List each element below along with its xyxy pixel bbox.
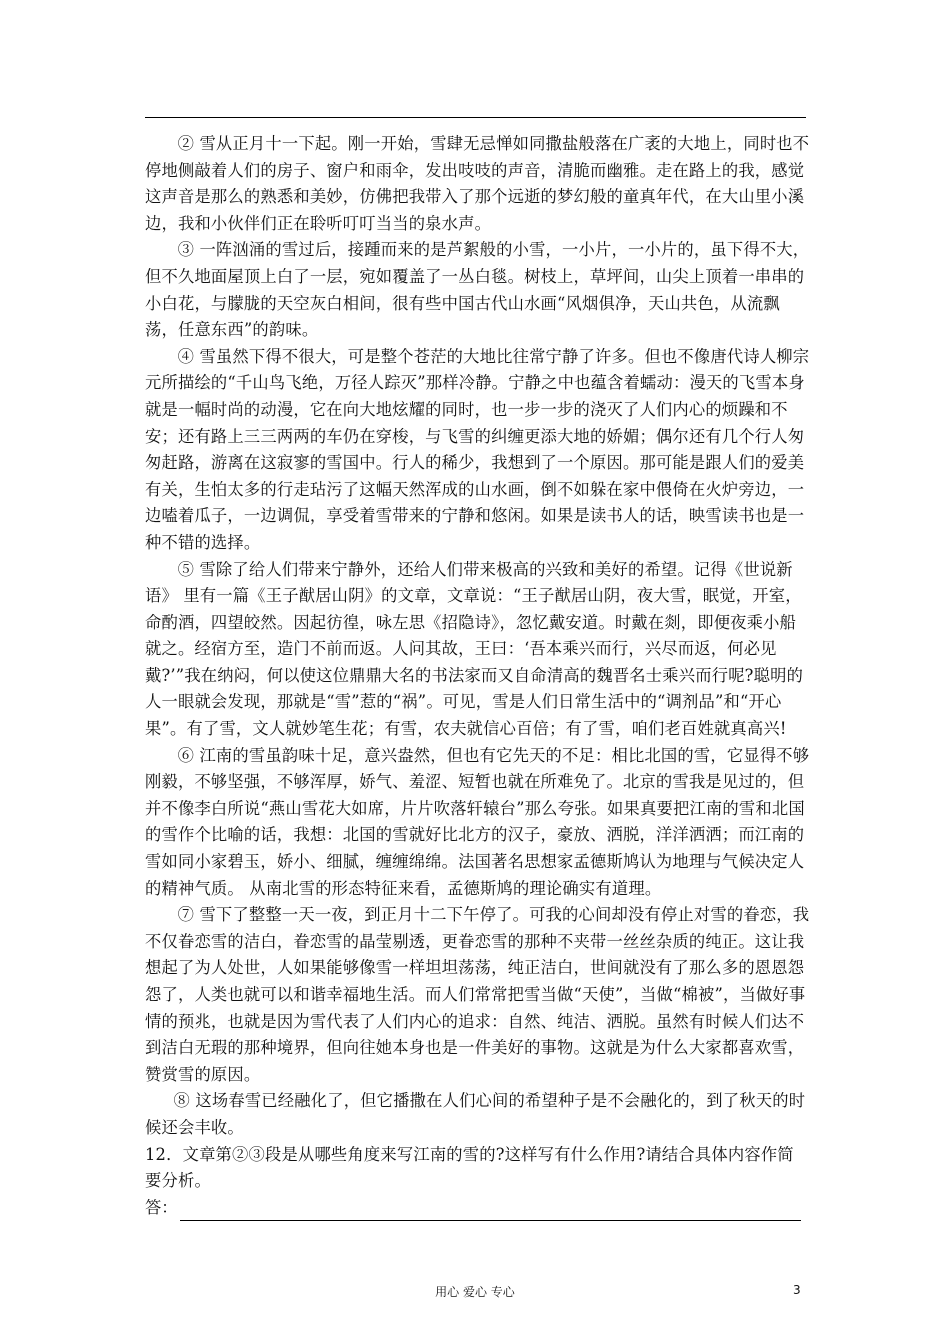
article-body — [145, 131, 810, 1221]
paragraph-6: ⑥ 江南的雪虽韵味十足，意兴盎然，但也有它先天的不足：相比北国的雪，它显得不够刚毅，不够坚强，不够浑厚，娇气、羞涩、短暂也就在所难免了。北京的雪我是见过的，但并不像李白所说“燕山雪花大如席，片片吹落轩辕台”那么夸张。如果真要把江南的雪和北国的雪作个比喻的话，我想：北国的雪就好比北方的汉子，豪放、洒脱，洋洋洒洒；而江南的雪如同小家碧玉，娇小、细腻，缠缠绵绵。法国著名思想家孟德斯鸠认为地理与气候决定人的精神气质。 从南北雪的形态特征来看，孟德斯鸠的理论确实有道理。 — [145, 745, 810, 898]
footer-motto: 用心 爱心 专心 — [435, 1285, 515, 1299]
answer-label: 答： — [145, 1197, 178, 1217]
paragraph-5: ⑤ 雪除了给人们带来宁静外，还给人们带来极高的兴致和美好的希望。记得《世说新语》 里有一篇《王子猷居山阴》的文章，文章说：“王子猷居山阴，夜大雪，眠觉，开室，命酌酒，四望皎然。因起彷徨，咏左思《招隐诗》，忽忆戴安道。时戴在剡，即便夜乘小船就之。经宿方至，造门不前而返。人问其故，王曰：‘吾本乘兴而行，兴尽而返，何必见戴?’”我在纳闷，何以使这位鼎鼎大名的书法家而又自命清高的魏晋名士乘兴而行呢?聪明的人一眼就会发现，那就是“雪”惹的“祸”。可见，雪是人们日常生活中的“调剂品”和“开心果”。有了雪，文人就妙笔生花；有雪，农夫就信心百倍；有了雪，咱们老百姓就真高兴! — [145, 559, 804, 739]
paragraph-3: ③ 一阵汹涌的雪过后，接踵而来的是芦絮般的小雪，一小片，一小片的，虽下得不大，但不久地面屋顶上白了一层，宛如覆盖了一丛白毯。树枝上，草坪间，山尖上顶着一串串的小白花，与朦胧的天空灰白相间，很有些中国古代山水画“风烟俱净，天山共色，从流飘荡，任意东西”的韵味。 — [145, 240, 810, 340]
paragraph-7: ⑦ 雪下了整整一天一夜，到正月十二下午停了。可我的心间却没有停止对雪的眷恋，我不仅眷恋雪的洁白，眷恋雪的晶莹剔透，更眷恋雪的那种不夹带一丝丝杂质的纯正。这让我想起了为人处世，人如果能够像雪一样坦坦荡荡，纯正洁白，世间就没有了那么多的恩恩怨怨了，人类也就可以和谐幸福地生活。而人们常常把雪当做“天使”，当做“棉被”，当做好事情的预兆，也就是因为雪代表了人们内心的追求：自然、纯洁、洒脱。虽然有时候人们达不到洁白无瑕的那种境界，但向往她本身也是一件美好的事物。这就是为什么大家都喜欢雪，赞赏雪的原因。 — [145, 905, 810, 1084]
question-12: 12．文章第②③段是从哪些角度来写江南的雪的?这样写有什么作用?请结合具体内容作简要分析。 — [145, 1144, 794, 1191]
header-rule — [145, 117, 806, 118]
paragraph-8: ⑧ 这场春雪已经融化了，但它播撒在人们心间的希望种子是不会融化的，到了秋天的时候还会丰收。 — [145, 1091, 806, 1137]
answer-line[interactable] — [180, 1202, 801, 1221]
paragraph-2: ② 雪从正月十一下起。刚一开始，雪肆无忌惮如同撒盐般落在广袤的大地上，同时也不停地侧敲着人们的房子、窗户和雨伞，发出吱吱的声音，清脆而幽雅。走在路上的我，感觉这声音是那么的熟悉和美妙，仿佛把我带入了那个远逝的梦幻般的童真年代，在大山里小溪边，我和小伙伴们正在聆听叮叮当当的泉水声。 — [145, 134, 810, 233]
paragraph-4: ④ 雪虽然下得不很大，可是整个苍茫的大地比往常宁静了许多。但也不像唐代诗人柳宗 元所描绘的“千山鸟飞绝，万径人踪灭”那样冷静。宁静之中也蕴含着蠕动：漫天的飞雪本身就是一幅时尚的动漫，它在向大地炫耀的同时，也一步一步的浇灭了人们内心的烦躁和不安；还有路上三三两两的车仍在穿梭，与飞雪的纠缠更添大地的娇媚；偶尔还有几个行人匆匆赶路，游离在这寂寥的雪国中。行人的稀少，我想到了一个原因。那可能是跟人们的爱美有关，生怕太多的行走玷污了这幅天然浑成的山水画，倒不如躲在家中偎倚在火炉旁边，一边嗑着瓜子，一边调侃，享受着雪带来的宁静和悠闲。如果是读书人的话，映雪读书也是一种不错的选择。 — [145, 346, 810, 552]
page-number: 3 — [793, 1283, 801, 1297]
answer-row — [145, 1195, 810, 1222]
